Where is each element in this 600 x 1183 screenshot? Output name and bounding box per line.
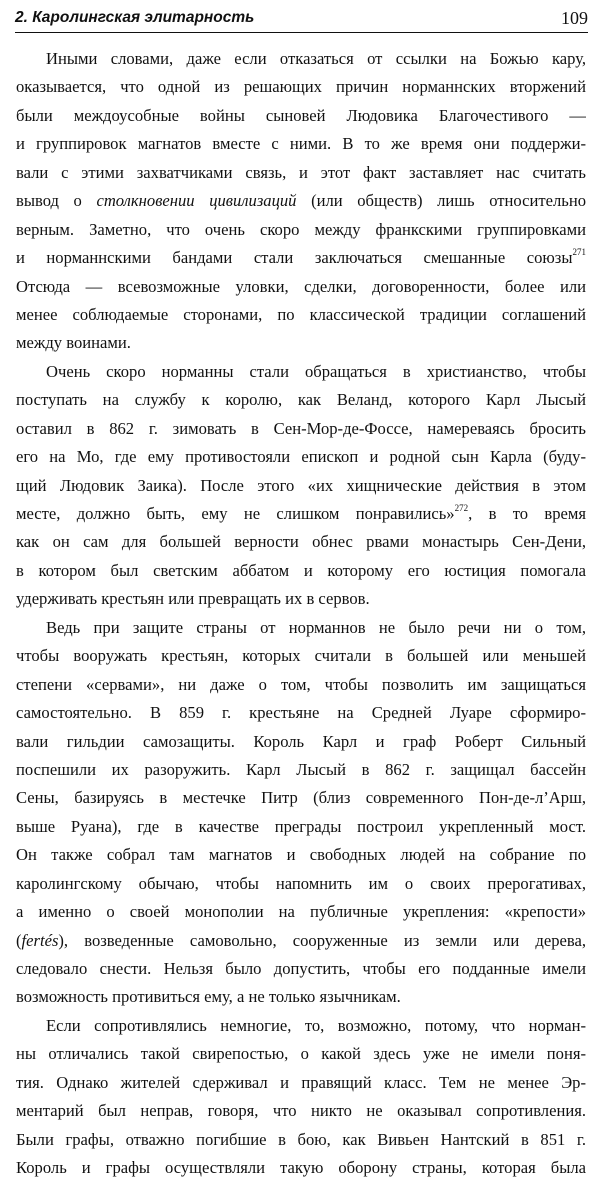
emphasis: столкновении цивилизаций (96, 191, 297, 211)
text-line (16, 1012, 586, 1040)
line-text: ), возведенные самовольно, сооруженные из земли или дерева, (58, 930, 586, 950)
text-line (16, 1069, 586, 1097)
line-text: его на Мо, где ему противостояли епископ и родной сын Карла (буду- (16, 447, 586, 467)
line-text: были междоусобные войны сыновей Людовика Благочестивого — (16, 105, 586, 125)
text-line (16, 130, 586, 158)
text-line (16, 102, 586, 130)
footnote-ref: 272 (454, 503, 469, 513)
text-line (16, 301, 586, 329)
text-line (16, 329, 586, 357)
line-text: следовало снести. Нельзя было допустить, чтобы его подданные имели (16, 959, 586, 978)
text-line (16, 244, 586, 272)
line-text: ( (16, 930, 22, 950)
text-line (16, 642, 586, 670)
line-text: верным. Заметно, что очень скоро между франкскими группировками (16, 219, 586, 239)
text-line (16, 386, 586, 414)
text-line (16, 73, 586, 101)
text-line (16, 870, 586, 898)
line-text: и группировок магнатов вместе с ними. В то же время они поддержи- (16, 134, 586, 154)
line-text: как он сам для большей верности обнес рвами монастырь Сен-Дени, (16, 532, 586, 552)
text-line (16, 187, 586, 215)
line-text: менее соблюдаемые сторонами, по классической традиции соглашений (16, 304, 586, 324)
line-text: Были графы, отважно погибшие в бою, как Вивьен Нантский в 851 г. (16, 1129, 586, 1149)
line-text: щий Людовик Заика). После этого «их хищнические действия в этом (16, 475, 586, 495)
line-text: вали гильдии самозащиты. Король Карл и граф Роберт Сильный (16, 731, 586, 751)
text-line (16, 955, 586, 983)
text-line (16, 614, 586, 642)
text-line (16, 1040, 586, 1068)
line-text: удерживать крестьян или превращать их в сервов. (16, 589, 370, 609)
line-text: тия. Однако жителей сдерживал и правящий класс. Тем не менее Эр- (16, 1072, 586, 1092)
line-text: поспешили их разоружить. Карл Лысый в 862 г. защищал бассейн (16, 759, 586, 779)
line-text: чтобы вооружать крестьян, которых считали в большей или меньшей (16, 646, 586, 666)
text-line (16, 159, 586, 187)
text-line (16, 1126, 586, 1154)
line-text: между воинами. (16, 333, 131, 353)
text-line (16, 1154, 586, 1182)
line-text: в котором был светским аббатом и которому его юстиция помогала (16, 560, 586, 580)
text-line (16, 500, 586, 528)
text-line (16, 841, 586, 869)
line-text: , в то время (468, 504, 586, 523)
text-line (16, 983, 586, 1011)
line-text: Очень скоро норманны стали обращаться в христианство, чтобы (46, 361, 586, 381)
text-line (16, 415, 586, 443)
running-head (15, 6, 588, 33)
text-line (16, 813, 586, 841)
line-text: самостоятельно. В 859 г. крестьяне на Средней Луаре сформиро- (16, 703, 586, 723)
line-text: Он также собрал там магнатов и свободных людей на собрание по (16, 845, 586, 865)
page-number: 109 (561, 8, 588, 28)
text-line (16, 273, 586, 301)
text-line (16, 784, 586, 812)
text-line (16, 528, 586, 556)
chapter-title: 2. Каролингская элитарность (15, 9, 255, 26)
body-text (16, 45, 586, 1183)
line-text: Иными словами, даже если отказаться от ссылки на Божью кару, (46, 49, 586, 68)
line-text: выше Руана), где в качестве преграды построил укрепленный мост. (16, 816, 586, 836)
line-text: Ведь при защите страны от норманнов не было речи ни о том, (46, 617, 586, 637)
text-line (16, 756, 586, 784)
text-line (16, 927, 586, 955)
text-line (16, 443, 586, 471)
line-text: вывод о (16, 191, 97, 211)
text-line (16, 358, 586, 386)
line-text: Отсюда — всевозможные уловки, сделки, договоренности, более или (16, 276, 586, 296)
line-text: (или обществ) лишь относительно (296, 191, 586, 211)
line-text: вали с этими захватчиками связь, и этот факт заставляет нас считать (16, 162, 586, 182)
text-line (16, 585, 586, 613)
line-text: оказывается, что одной из решающих причин норманнских вторжений (16, 77, 586, 97)
text-line (16, 699, 586, 727)
line-text: Сены, базируясь в местечке Питр (близ современного Пон-де-л’Арш, (16, 788, 586, 808)
line-text: Король и графы осуществляли такую оборону страны, которая была (16, 1158, 586, 1178)
line-text: оставил в 862 г. зимовать в Сен-Мор-де-Фоссе, намереваясь бросить (16, 418, 586, 438)
line-text: возможность противиться ему, а не только язычникам. (16, 987, 401, 1007)
text-line (16, 1097, 586, 1125)
text-line (16, 898, 586, 926)
line-text: степени «сервами», ни даже о том, чтобы позволить им защищаться (16, 674, 586, 694)
emphasis: fertés (21, 930, 59, 950)
line-text: а именно о своей монополии на публичные укрепления: «крепости» (16, 902, 586, 922)
footnote-ref: 271 (572, 247, 586, 258)
text-line (16, 671, 586, 699)
line-text: месте, должно быть, ему не слишком понравились» (16, 504, 455, 523)
text-line (16, 557, 586, 585)
line-text: ментарий был неправ, говоря, что никто не оказывал сопротивления. (16, 1101, 586, 1121)
text-line (16, 472, 586, 500)
text-line (16, 728, 586, 756)
line-text: Если сопротивлялись немногие, то, возможно, потому, что норман- (46, 1015, 586, 1035)
line-text: и норманнскими бандами стали заключаться смешанные союзы (16, 248, 573, 268)
text-line (16, 45, 586, 73)
line-text: каролингскому обычаю, чтобы напомнить им о своих прерогативах, (16, 873, 586, 893)
text-line (16, 216, 586, 244)
line-text: ны отличались такой свирепостью, о какой здесь уже не имели поня- (16, 1044, 586, 1064)
line-text: поступать на службу к королю, как Веланд, которого Карл Лысый (16, 390, 586, 410)
